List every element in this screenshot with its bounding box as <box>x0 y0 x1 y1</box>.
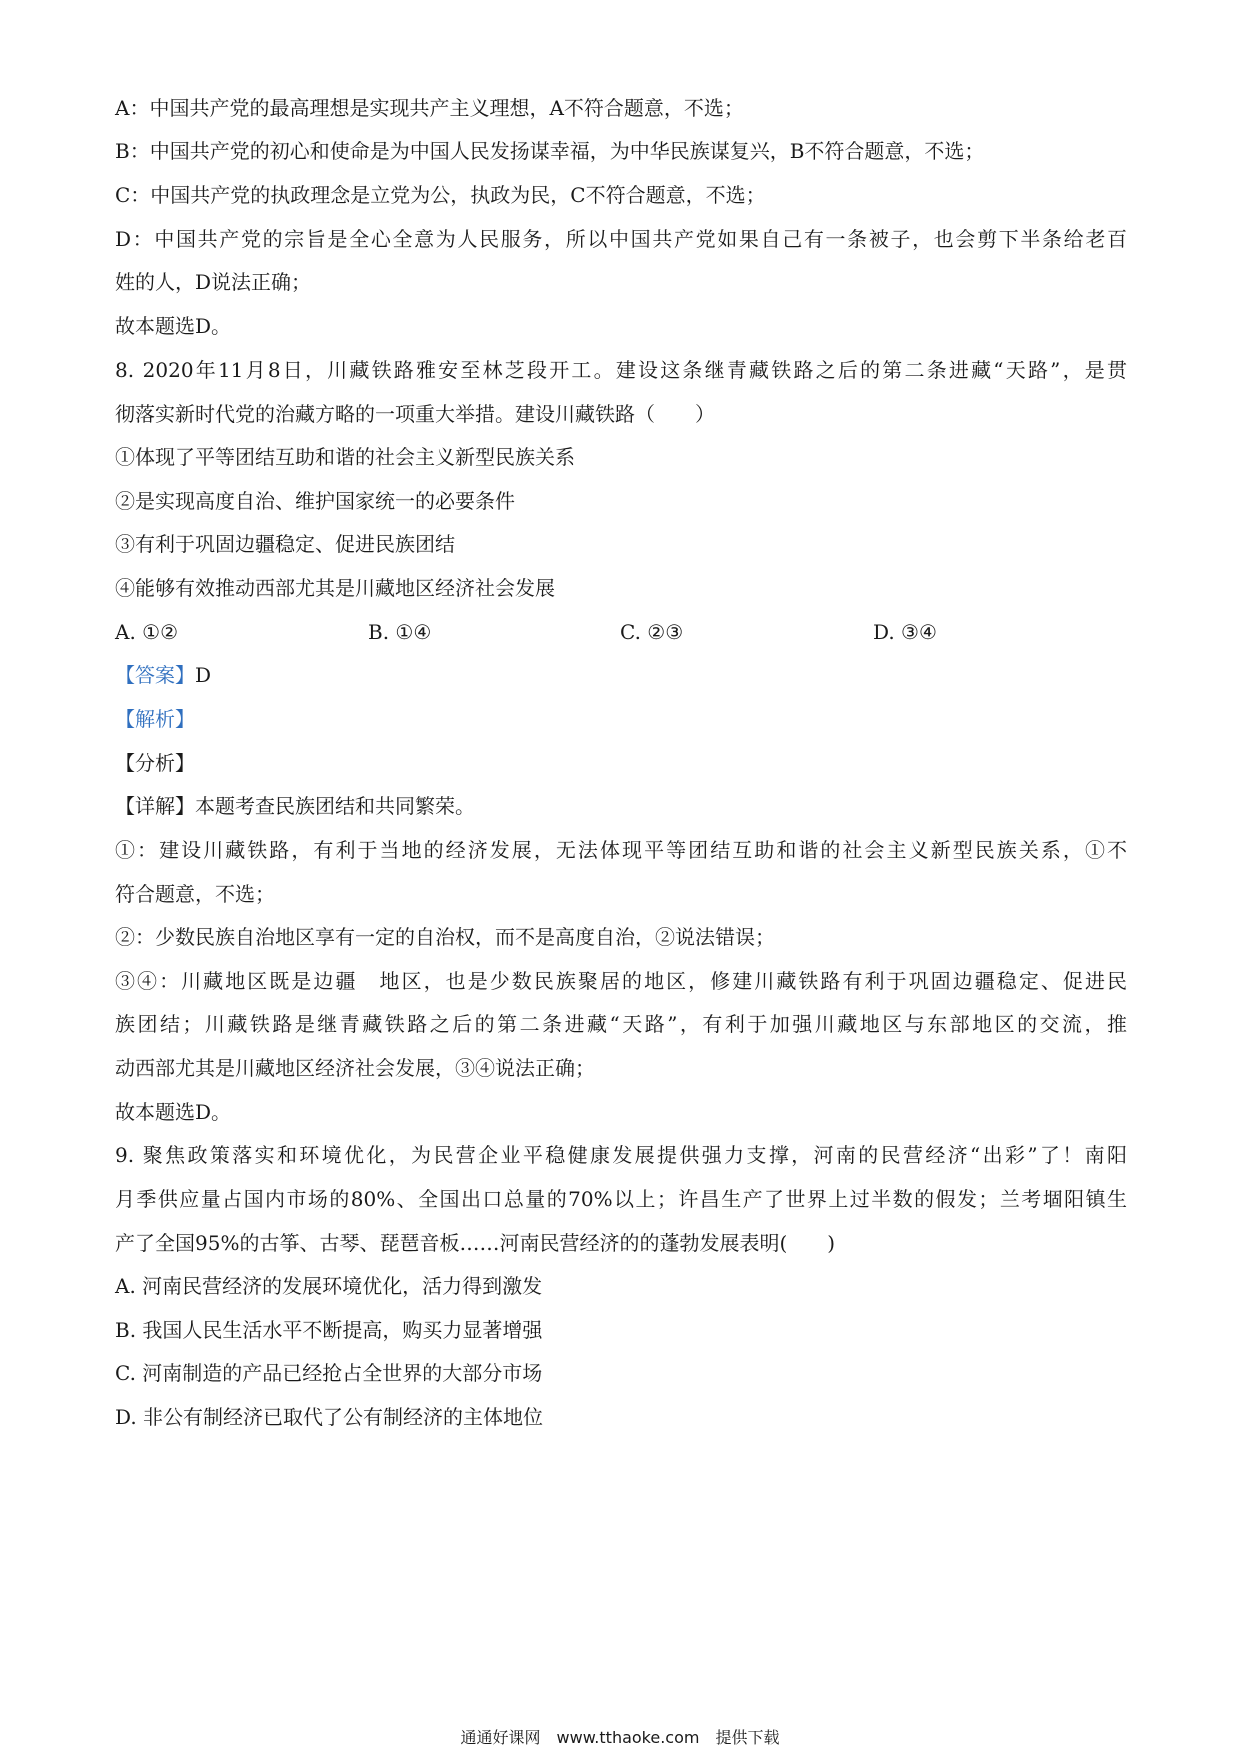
q7-conclusion: 故本题选D。 <box>115 314 232 338</box>
detail-intro: 本题考查民族团结和共同繁荣。 <box>195 794 475 818</box>
q8-item-2: ②是实现高度自治、维护国家统一的必要条件 <box>115 489 515 513</box>
q7-analysis-d-line1: D：中国共产党的宗旨是全心全意为人民服务，所以中国共产党如果自己有一条被子，也会剪下半条给老百 <box>115 227 1127 251</box>
q8-stem-line1: 8. 2020年11月8日，川藏铁路雅安至林芝段开工。建设这条继青藏铁路之后的第二条进藏“天路”，是贯 <box>115 358 1127 382</box>
q7-analysis-a: A：中国共产党的最高理想是实现共产主义理想，A不符合题意，不选； <box>115 96 744 120</box>
detail-tag: 【详解】 <box>115 794 195 818</box>
q8-option-b: B. ①④ <box>368 620 432 644</box>
q8-item-4: ④能够有效推动西部尤其是川藏地区经济社会发展 <box>115 576 555 600</box>
q7-analysis-d-line2: 姓的人，D说法正确； <box>115 270 312 294</box>
q8-exp34-line3: 动西部尤其是川藏地区经济社会发展，③④说法正确； <box>115 1056 595 1080</box>
q7-analysis-b: B：中国共产党的初心和使命是为中国人民发扬谋幸福，为中华民族谋复兴，B不符合题意，不选； <box>115 139 985 163</box>
answer-tag: 【答案】 <box>115 663 195 687</box>
q8-exp1-line1: ①：建设川藏铁路，有利于当地的经济发展，无法体现平等团结互助和谐的社会主义新型民族关系，①不 <box>115 838 1127 862</box>
fenxi-tag: 【分析】 <box>115 751 195 775</box>
q8-exp1-line2: 符合题意，不选； <box>115 882 275 906</box>
q9-option-d: D. 非公有制经济已取代了公有制经济的主体地位 <box>115 1405 544 1429</box>
q9-option-a: A. 河南民营经济的发展环境优化，活力得到激发 <box>115 1274 543 1298</box>
q8-exp2: ②：少数民族自治地区享有一定的自治权，而不是高度自治，②说法错误； <box>115 925 775 949</box>
q8-option-a: A. ①② <box>115 620 179 644</box>
q9-stem-line3: 产了全国95%的古筝、古琴、琵琶音板……河南民营经济的的蓬勃发展表明( ) <box>115 1231 836 1255</box>
answer-value: D <box>195 663 212 687</box>
q8-item-3: ③有利于巩固边疆稳定、促进民族团结 <box>115 532 455 556</box>
q9-stem-line1: 9. 聚焦政策落实和环境优化，为民营企业平稳健康发展提供强力支撑，河南的民营经济“出彩”了！南阳 <box>115 1143 1127 1167</box>
page-footer: 通通好课网 www.tthaoke.com 提供下载 <box>460 1728 780 1747</box>
q8-answer <box>115 661 211 689</box>
q9-option-b: B. 我国人民生活水平不断提高，购买力显著增强 <box>115 1318 543 1342</box>
q8-exp34-line1: ③④：川藏地区既是边疆 地区，也是少数民族聚居的地区，修建川藏铁路有利于巩固边疆稳定、促进民 <box>115 969 1127 993</box>
q9-option-c: C. 河南制造的产品已经抢占全世界的大部分市场 <box>115 1361 543 1385</box>
q8-detail <box>115 792 475 820</box>
analysis-tag: 【解析】 <box>115 707 195 731</box>
q8-option-d: D. ③④ <box>873 620 937 644</box>
q8-item-1: ①体现了平等团结互助和谐的社会主义新型民族关系 <box>115 445 575 469</box>
q8-exp34-line2: 族团结；川藏铁路是继青藏铁路之后的第二条进藏“天路”，有利于加强川藏地区与东部地区的交流，推 <box>115 1012 1127 1036</box>
q8-conclusion: 故本题选D。 <box>115 1100 232 1124</box>
q7-analysis-c: C：中国共产党的执政理念是立党为公，执政为民，C不符合题意，不选； <box>115 183 766 207</box>
q9-stem-line2: 月季供应量占国内市场的80%、全国出口总量的70%以上；许昌生产了世界上过半数的假发；兰考堌阳镇生 <box>115 1187 1127 1211</box>
q8-stem-line2: 彻落实新时代党的治藏方略的一项重大举措。建设川藏铁路（ ） <box>115 402 715 426</box>
q8-option-c: C. ②③ <box>620 620 684 644</box>
